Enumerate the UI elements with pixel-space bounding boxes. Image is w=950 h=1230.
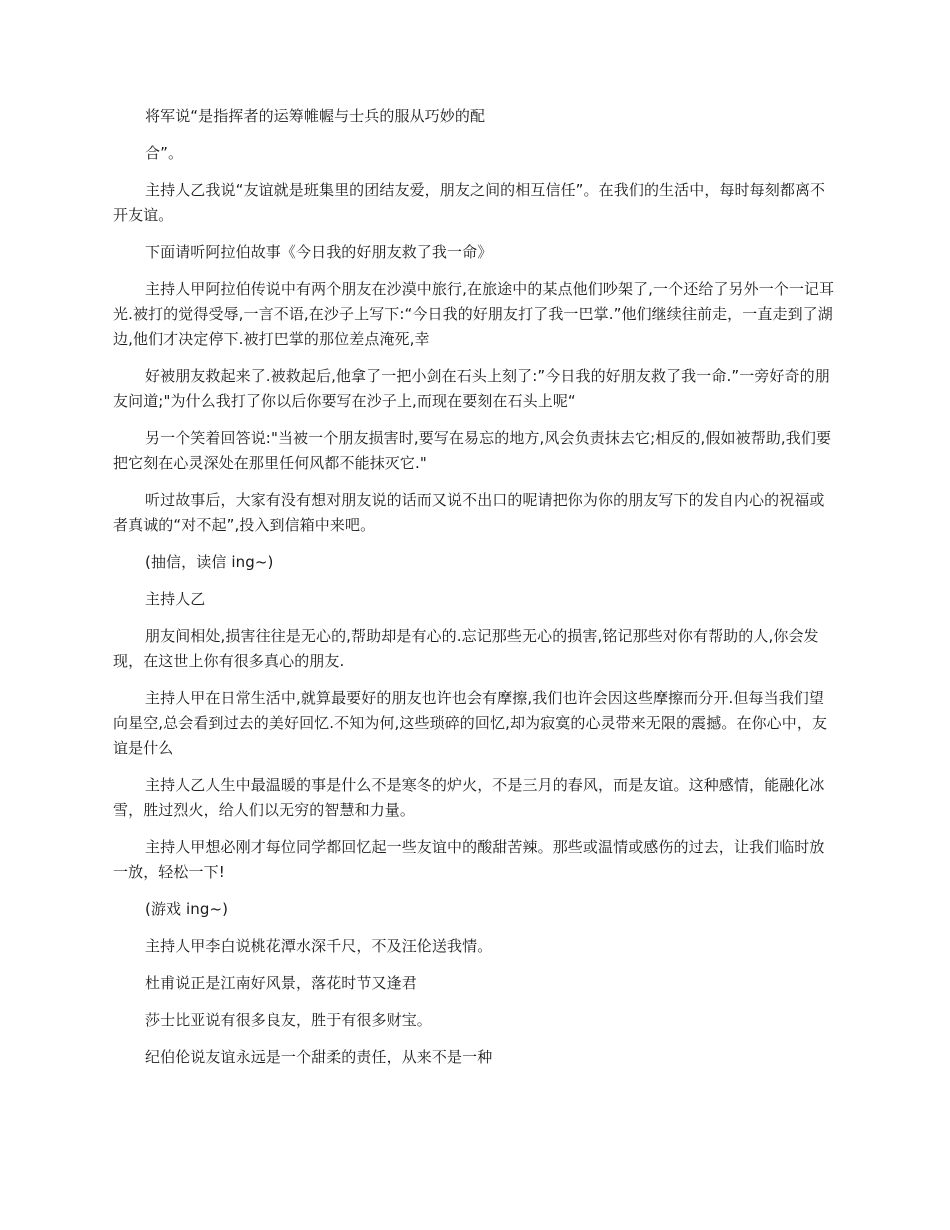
paragraph: 朋友间相处,损害往往是无心的,帮助却是有心的.忘记那些无心的损害,铭记那些对你有帮助的人,你会发现，在这世上你有很多真心的朋友.	[113, 627, 819, 670]
paragraph: 合”。	[145, 144, 184, 162]
paragraph: 下面请听阿拉伯故事《今日我的好朋友救了我一命》	[145, 243, 493, 261]
document-body	[113, 104, 837, 1082]
paragraph: 主持人甲李白说桃花潭水深千尺，不及汪伦送我情。	[145, 937, 493, 955]
paragraph: 另一个笑着回答说:"当被一个朋友损害时,要写在易忘的地方,风会负责抹去它;相反的,假如被帮助,我们要把它刻在心灵深处在那里任何风都不能抹灭它."	[113, 429, 832, 472]
paragraph: 主持人乙人生中最温暖的事是什么不是寒冬的炉火，不是三月的春风，而是友谊。这种感情，能融化冰雪，胜过烈火，给人们以无穷的智慧和力量。	[113, 776, 825, 819]
paragraph: 纪伯伦说友谊永远是一个甜柔的责任，从来不是一种	[145, 1048, 493, 1066]
paragraph: 主持人甲阿拉伯传说中有两个朋友在沙漠中旅行,在旅途中的某点他们吵架了,一个还给了另外一个一记耳光.被打的觉得受辱,一言不语,在沙子上写下:“今日我的好朋友打了我一巴掌.”他们继续往前走，一直走到了湖边,他们才决定停下.被打巴掌的那位差点淹死,幸	[113, 280, 835, 348]
paragraph: 主持人乙我说“友谊就是班集里的团结友爱，朋友之间的相互信任”。在我们的生活中，每时每刻都离不开友谊。	[113, 181, 826, 224]
paragraph: 主持人甲想必刚才每位同学都回忆起一些友谊中的酸甜苦辣。那些或温情或感伤的过去，让我们临时放一放，轻松一下!	[113, 838, 825, 881]
paragraph: (抽信，读信 ing~)	[145, 553, 274, 571]
paragraph: 杜甫说正是江南好风景，落花时节又逢君	[145, 974, 417, 992]
paragraph: 莎士比亚说有很多良友，胜于有很多财宝。	[145, 1011, 432, 1029]
paragraph: 主持人甲在日常生活中,就算最要好的朋友也许也会有摩擦,我们也许会因这些摩擦而分开.但每当我们望向星空,总会看到过去的美好回忆.不知为何,这些琐碎的回忆,却为寂寞的心灵带来无限的震撼。在你心中，友谊是什么	[113, 689, 828, 757]
paragraph: (游戏 ing~)	[145, 900, 229, 918]
paragraph: 好被朋友救起来了.被救起后,他拿了一把小剑在石头上刻了:”今日我的好朋友救了我一命.”一旁好奇的朋友问道;"为什么我打了你以后你要写在沙子上,而现在要刻在石头上呢“	[113, 367, 830, 410]
paragraph: 主持人乙	[145, 590, 206, 608]
paragraph: 将军说“是指挥者的运筹帷幄与士兵的服从巧妙的配	[145, 107, 486, 125]
paragraph: 听过故事后，大家有没有想对朋友说的话而又说不出口的呢请把你为你的朋友写下的发自内心的祝福或者真诚的“对不起”,投入到信箱中来吧。	[113, 491, 825, 534]
